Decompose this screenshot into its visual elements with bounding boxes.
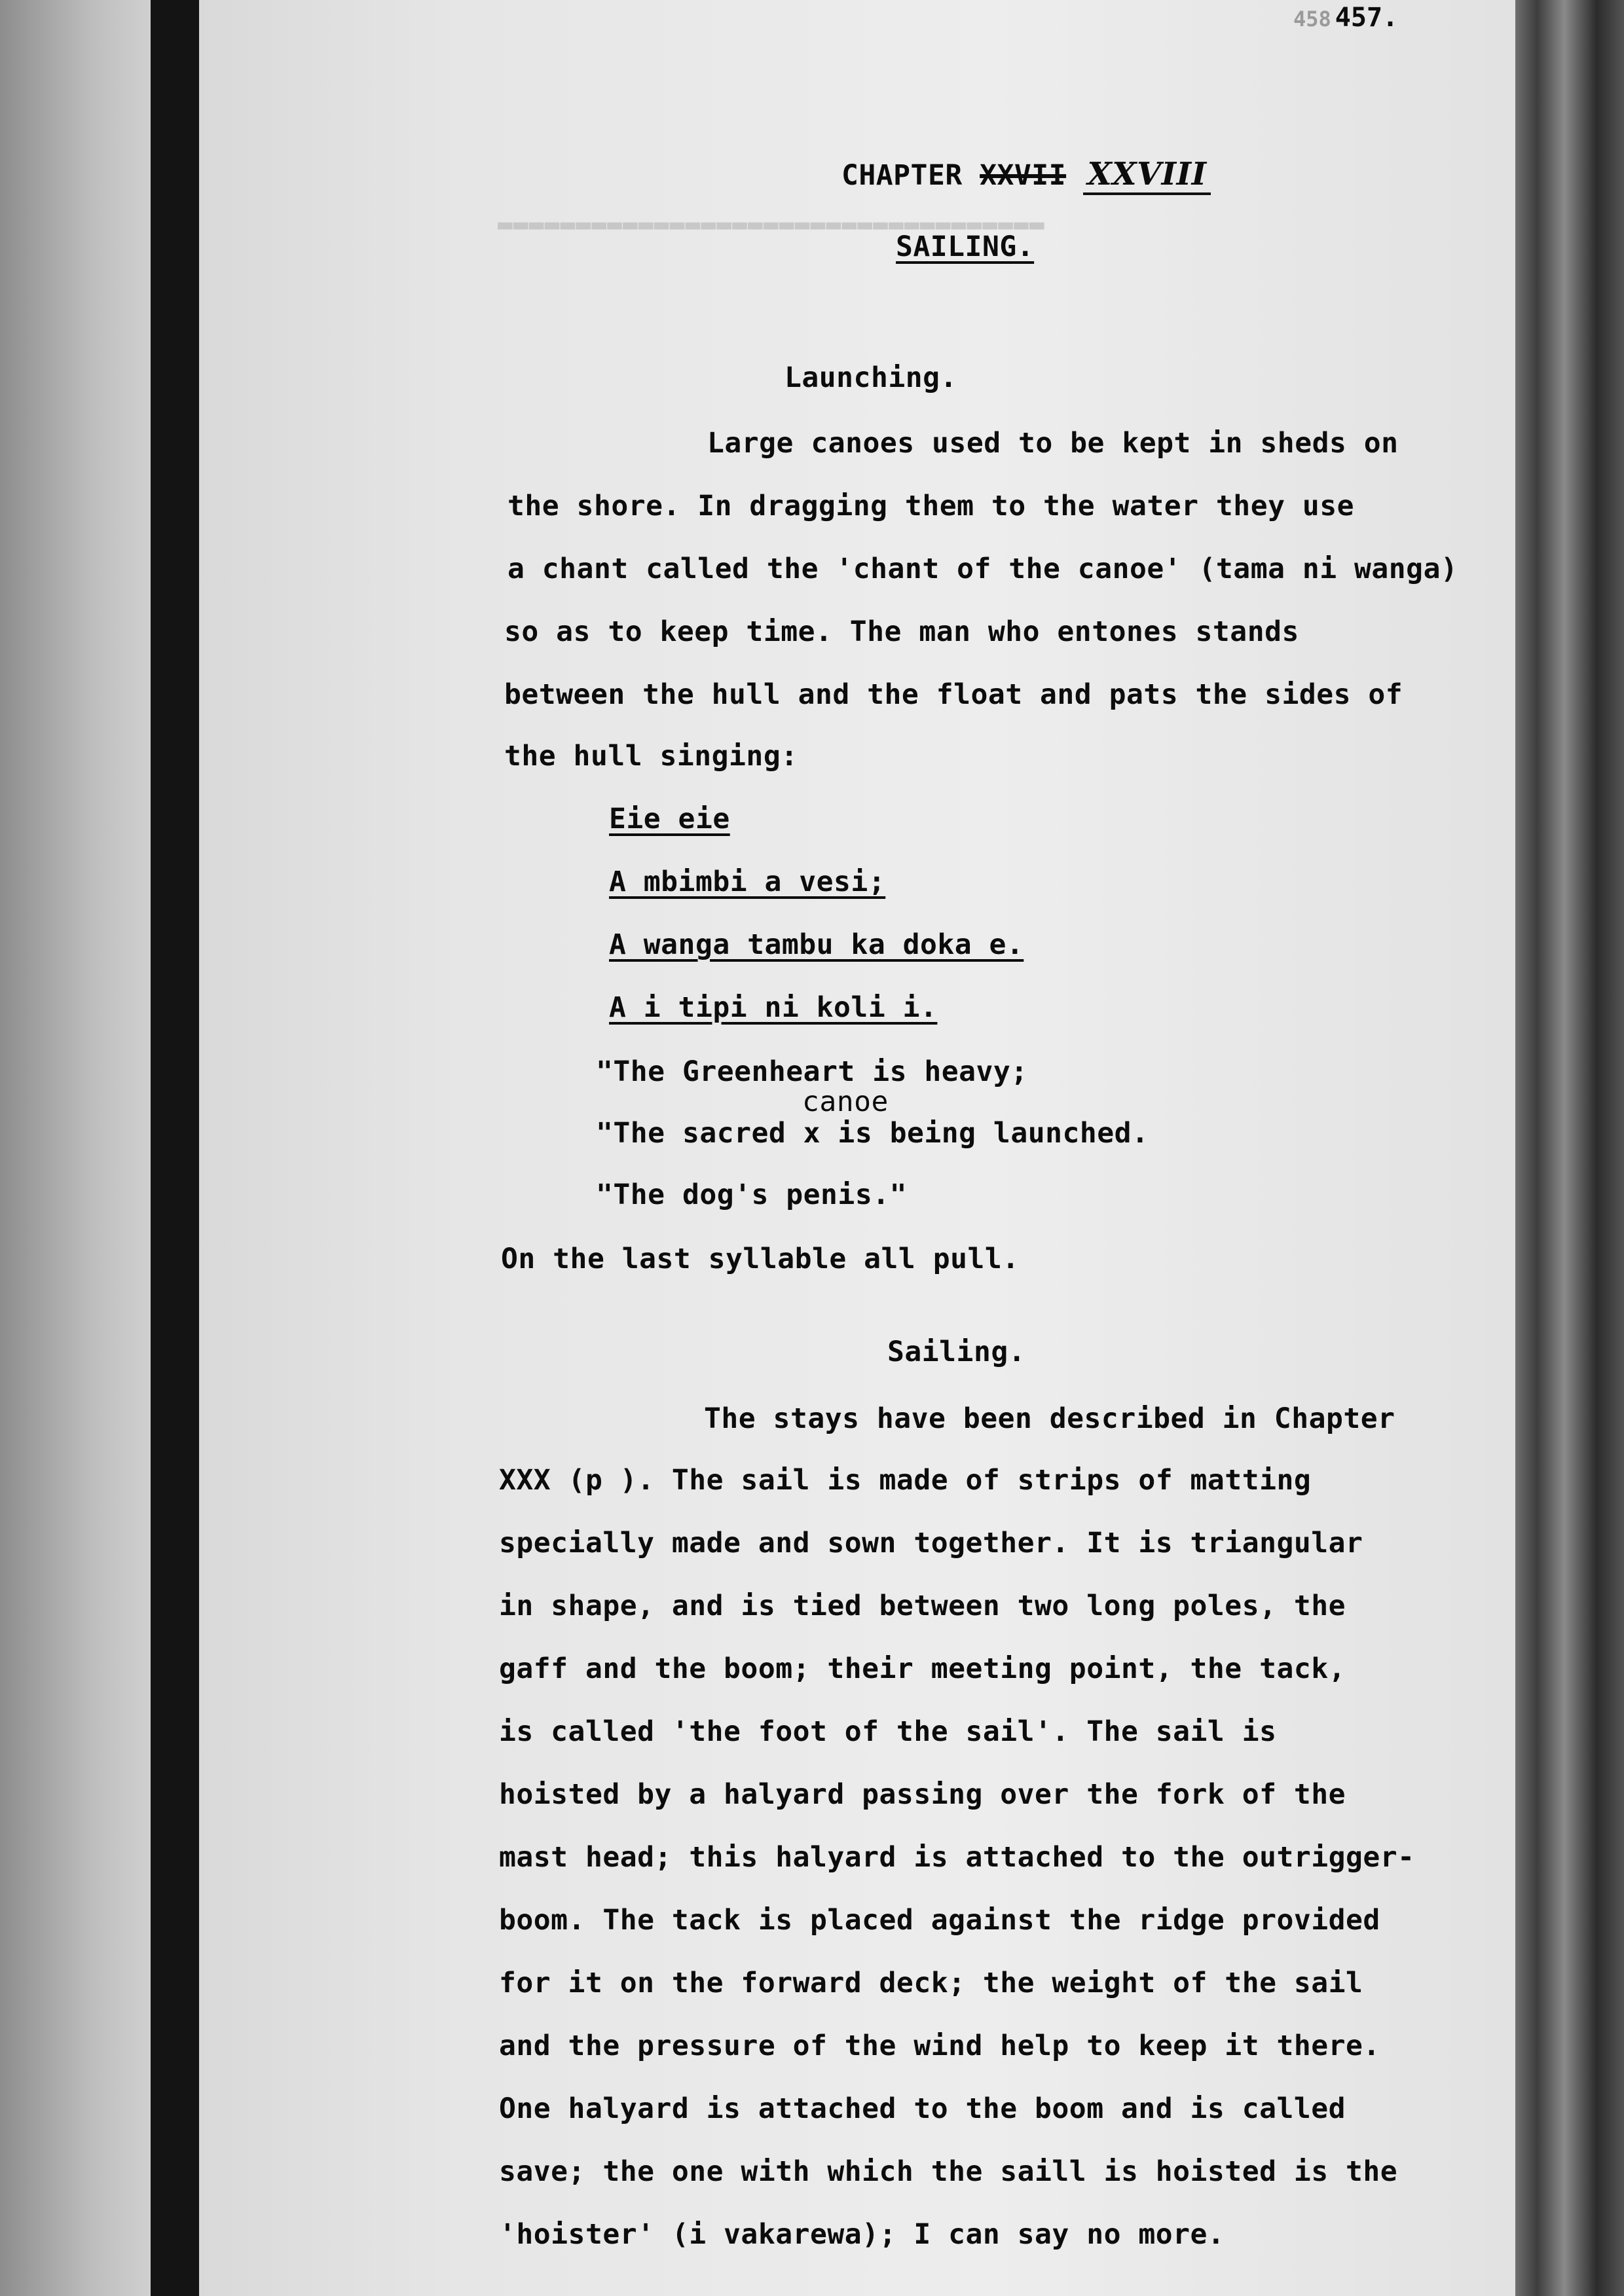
para2-line: for it on the forward deck; the weight of the sail (499, 1967, 1363, 1999)
chant-line: A i tipi ni koli i. (609, 991, 938, 1024)
chant-line: A mbimbi a vesi; (609, 866, 886, 898)
film-margin-left (0, 0, 151, 2296)
para2-line: gaff and the boom; their meeting point, the tack, (499, 1652, 1346, 1685)
chant-line: Eie eie (609, 803, 730, 835)
para2-line: The stays have been described in Chapter (704, 1402, 1395, 1435)
chapter-struck: XXVII (980, 159, 1067, 192)
translation-line: "The dog's penis." (596, 1178, 907, 1211)
para2-line: is called 'the foot of the sail'. The sail is (499, 1715, 1277, 1748)
para1-line: a chant called the 'chant of the canoe' (tama ni wanga) (507, 553, 1458, 585)
para2-line: specially made and sown together. It is triangular (499, 1527, 1363, 1559)
para1-line: Large canoes used to be kept in sheds on (707, 427, 1399, 460)
para2-line: mast head; this halyard is attached to the outrigger- (499, 1841, 1415, 1874)
para2-line: 'hoister' (i vakarewa); I can say no more. (499, 2218, 1225, 2251)
para1-line: the hull singing: (504, 740, 798, 773)
page-number-current: 457. (1335, 3, 1399, 33)
para2-line: save; the one with which the saill is hoisted is the (499, 2155, 1398, 2188)
chapter-title: SAILING. (896, 230, 1035, 263)
para1-line: so as to keep time. The man who entones stands (504, 615, 1299, 648)
para2-line: XXX (p ). The sail is made of strips of matting (499, 1464, 1312, 1497)
film-margin-right (1515, 0, 1624, 2296)
para2-line: One halyard is attached to the boom and is called (499, 2092, 1346, 2125)
chant-line: A wanga tambu ka doka e. (609, 928, 1024, 961)
para2-line: and the pressure of the wind help to keep it there. (499, 2030, 1380, 2062)
page-number (1293, 3, 1398, 33)
translation-line: "The sacred x is being launched. (596, 1117, 1149, 1150)
para2-line: in shape, and is tied between two long poles, the (499, 1590, 1346, 1622)
page-number-old: 458 (1293, 7, 1331, 31)
para2-line: boom. The tack is placed against the ridge provided (499, 1904, 1380, 1937)
para2-line: hoisted by a halyard passing over the fork of the (499, 1778, 1346, 1811)
para1-line: between the hull and the float and pats the sides of (504, 678, 1403, 711)
section-heading-sailing: Sailing. (887, 1336, 1026, 1368)
chapter-heading (841, 156, 1211, 192)
translation-line: "The Greenheart is heavy; (596, 1055, 1028, 1088)
para1-line: the shore. In dragging them to the water they use (507, 490, 1355, 522)
pull-line: On the last syllable all pull. (501, 1243, 1020, 1275)
chapter-label: CHAPTER (841, 159, 963, 192)
binding-shadow (151, 0, 199, 2296)
show-through: ▬▬▬▬▬▬▬▬▬▬▬▬▬▬▬▬▬▬▬▬▬▬▬▬▬▬▬▬▬▬▬▬▬▬▬ (498, 210, 1045, 238)
chapter-handwritten: XXVIII (1083, 156, 1210, 195)
section-heading-launching: Launching. (784, 361, 957, 394)
translation-insert: canoe (802, 1085, 889, 1118)
